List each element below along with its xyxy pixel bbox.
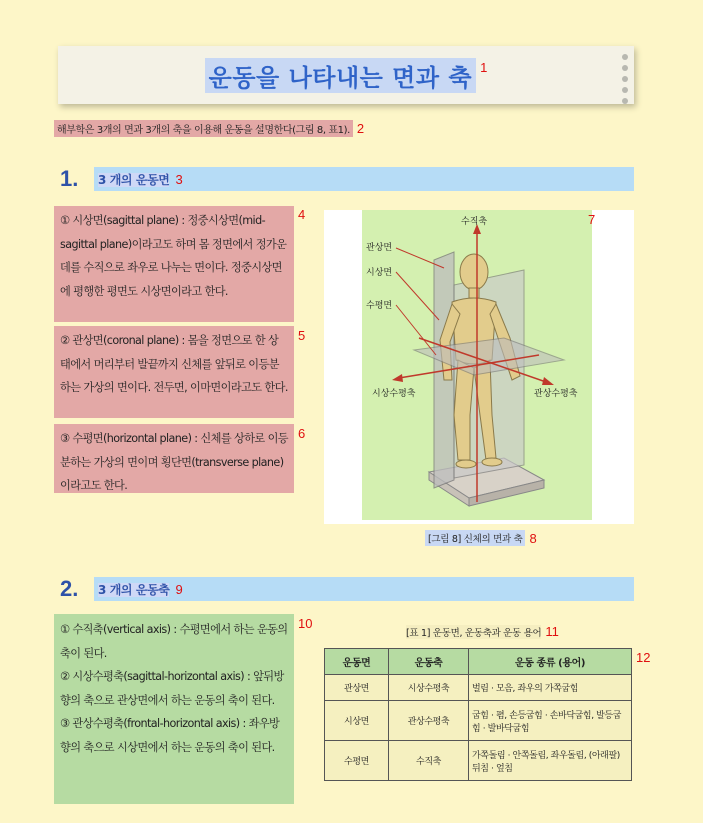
section-number: 1. <box>60 167 94 191</box>
annotation-number: 10 <box>298 616 313 631</box>
page-title: 운동을 나타내는 면과 축 <box>205 58 476 93</box>
plane-description: : 신체를 상하로 이등분하는 가상의 면이며 횡단면(transverse plane)이라고도 한다. <box>60 432 288 492</box>
plane-description: : 정중시상면(mid-sagittal plane)이라고도 하며 몸 정면에서 정가운데를 수직으로 좌우로 나누는 면이다. 정중시상면에 평행한 평면도 시상면이라고 한다. <box>60 214 287 298</box>
annotation-number: 7 <box>588 212 596 227</box>
table-header-cell: 운동 종류 (용어) <box>469 649 632 675</box>
section-title: 3 개의 운동면 <box>98 172 170 187</box>
table-cell: 벌림 · 모음, 좌우의 가쪽굽힘 <box>469 675 632 701</box>
annotation-number: 4 <box>298 207 306 222</box>
section-number: 2. <box>60 577 94 601</box>
annotation-number: 12 <box>636 650 651 665</box>
table-cell: 굽힘 · 폄, 손등굽힘 · 손바닥굽힘, 발등굽힘 · 발바닥굽힘 <box>469 701 632 741</box>
terms-table <box>324 648 632 781</box>
table-cell: 시상수평축 <box>389 675 469 701</box>
label-sagittal-plane: 시상면 <box>366 268 393 278</box>
figure-illustration <box>324 210 634 524</box>
section-title: 3 개의 운동축 <box>98 582 170 597</box>
table-caption <box>406 624 559 639</box>
title-banner <box>58 46 634 104</box>
annotation-number: 11 <box>545 624 559 639</box>
figure-caption-text: [그림 8] 신체의 면과 축 <box>425 530 525 546</box>
plane-description: : 몸을 정면으로 한 상태에서 머리부터 발끝까지 신체를 앞뒤로 이등분하는 가상의 면이다. 전두면, 이마면이라고도 한다. <box>60 334 288 394</box>
plane-label: ② 관상면(coronal plane) <box>60 334 179 347</box>
plane-label: ① 시상면(sagittal plane) <box>60 214 179 227</box>
plane-box-horizontal <box>54 424 294 493</box>
table-header-cell: 운동축 <box>389 649 469 675</box>
table-cell: 관상면 <box>325 675 389 701</box>
plane-box-sagittal <box>54 206 294 322</box>
annotation-number: 5 <box>298 328 306 343</box>
annotation-number: 9 <box>175 581 183 597</box>
binder-holes <box>622 54 628 104</box>
label-sagittal-horizontal-axis: 시상수평축 <box>372 389 416 399</box>
label-vertical-axis: 수직축 <box>461 217 488 227</box>
label-horizontal-plane: 수평면 <box>366 301 393 311</box>
axis-item-frontal-horizontal: ③ 관상수평축(frontal-horizontal axis) : 좌우방향의 축으로 시상면에서 하는 운동의 축이 된다. <box>60 717 280 754</box>
table-cell: 수평면 <box>325 741 389 781</box>
axis-item-vertical: ① 수직축(vertical axis) : 수평면에서 하는 운동의 축이 된다. <box>60 623 288 660</box>
annotation-number: 2 <box>356 120 365 136</box>
table-header-row <box>325 649 632 675</box>
section-header-axes <box>60 577 634 601</box>
label-coronal-horizontal-axis: 관상수평축 <box>534 389 578 399</box>
axis-item-sagittal-horizontal: ② 시상수평축(sagittal-horizontal axis) : 앞뒤방향의 축으로 관상면에서 하는 운동의 축이 된다. <box>60 670 284 707</box>
annotation-number: 1 <box>480 59 488 75</box>
axes-box <box>54 614 294 804</box>
section-header-planes <box>60 167 634 191</box>
label-coronal-plane: 관상면 <box>366 243 393 253</box>
table-row <box>325 675 632 701</box>
annotation-number: 8 <box>529 530 537 546</box>
intro-text: 해부학은 3개의 면과 3개의 축을 이용해 운동을 설명한다(그림 8, 표1). <box>54 120 353 137</box>
table-row <box>325 741 632 781</box>
annotation-number: 6 <box>298 426 306 441</box>
body-planes-figure <box>324 210 634 524</box>
table-cell: 관상수평축 <box>389 701 469 741</box>
annotation-number: 3 <box>175 171 183 187</box>
plane-box-coronal <box>54 326 294 418</box>
table-cell: 수직축 <box>389 741 469 781</box>
mannequin-head <box>460 254 488 290</box>
table-caption-text: [표 1] 운동면, 운동축과 운동 용어 <box>406 625 541 639</box>
plane-label: ③ 수평면(horizontal plane) <box>60 432 192 445</box>
figure-caption <box>425 530 537 546</box>
intro-line <box>54 120 364 136</box>
table-row <box>325 701 632 741</box>
table-cell: 가쪽돌림 · 안쪽돌림, 좌우돌림, (아래팔) 뒤침 · 엎침 <box>469 741 632 781</box>
table-cell: 시상면 <box>325 701 389 741</box>
table-header-cell: 운동면 <box>325 649 389 675</box>
